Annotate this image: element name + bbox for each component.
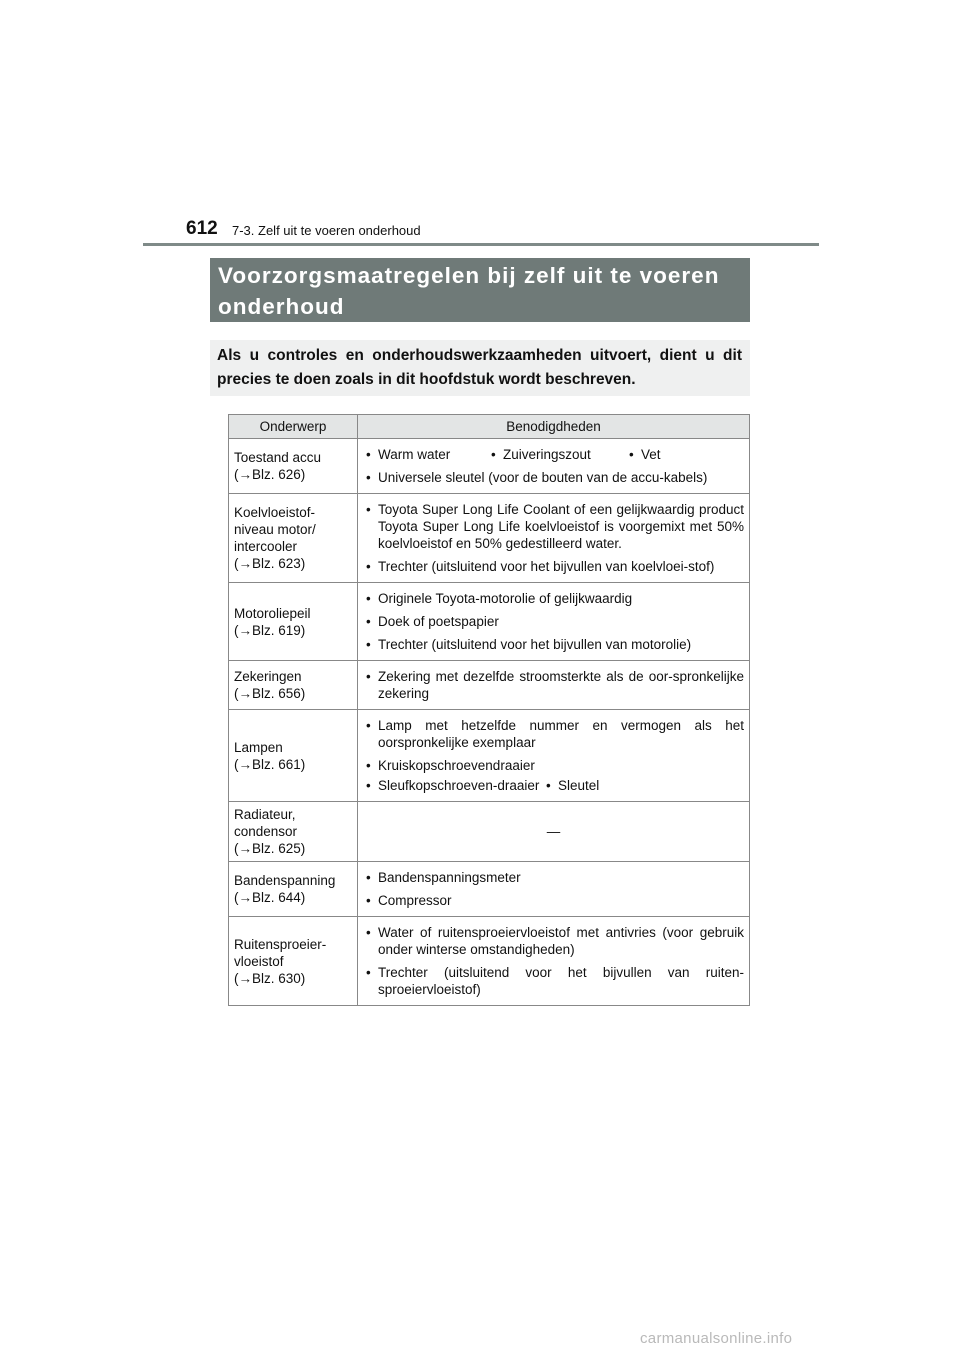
table-header-row [229,415,750,439]
requirements-cell [358,917,750,1006]
list-item: • Toyota Super Long Life Coolant of een gelijkwaardig product Toyota Super Long Life koelvloeistof is voorgemixt met 50% koelvloeistof en 50% gedestilleerd water. [363,501,744,552]
page-reference: (→Blz. 623) [234,556,306,571]
subject-line: intercooler [234,539,298,554]
requirements-cell [358,802,750,862]
requirements-cell [358,710,750,802]
table-row [229,583,750,661]
list-item: • Trechter (uitsluitend voor het bijvullen van motorolie) [363,636,744,653]
page-title: Voorzorgsmaatregelen bij zelf uit te voeren onderhoud [218,263,720,319]
table-row [229,710,750,802]
list-item: • Lamp met hetzelfde nummer en vermogen als het oorspronkelijke exemplaar [363,717,744,751]
subject-cell [229,862,358,917]
item-list [363,501,744,575]
subject-line: condensor [234,824,298,839]
requirements-cell [358,862,750,917]
subject-line: Toestand accu [234,450,322,465]
subject-line: Bandenspanning [234,873,336,888]
subject-line: Ruitensproeier- [234,936,327,952]
table-row [229,917,750,1006]
item-list [363,668,744,702]
list-item: • Water of ruitensproeiervloeistof met antivries (voor gebruik onder winterse omstandigheden) [363,924,744,958]
page-reference: (→Blz. 626) [234,467,306,482]
requirements-table [228,414,750,1006]
page-reference: (→Blz. 630) [234,970,306,986]
list-item: • Bandenspanningsmeter [363,869,744,886]
requirements-cell [358,583,750,661]
header-divider [143,243,819,246]
requirements-cell [358,439,750,494]
watermark: carmanualsonline.info [640,1330,793,1347]
header-subject: Onderwerp [229,415,358,439]
subject-line: Lampen [234,739,283,755]
list-item: • Doek of poetspapier [363,613,744,630]
subject-line: vloeistof [234,953,284,969]
subject-cell [229,439,358,494]
list-item: • Kruiskopschroevendraaier [363,757,744,774]
split-items [363,777,744,794]
list-item: • Sleutel [543,777,599,794]
subject-line: Motoroliepeil [234,605,311,621]
page-reference: (→Blz. 661) [234,756,306,772]
list-item: • Originele Toyota-motorolie of gelijkwaardig [363,590,744,607]
table-row [229,439,750,494]
page-reference: (→Blz. 625) [234,841,306,856]
list-item: • Zekering met dezelfde stroomsterkte als de oor-spronkelijke zekering [363,668,744,702]
list-item: • Zuiveringszout [488,446,626,463]
table-row [229,862,750,917]
subject-line: niveau motor/ [234,522,316,537]
subject-cell [229,494,358,583]
requirements-cell [358,494,750,583]
subject-cell [229,710,358,802]
item-list [363,869,744,909]
intro-text: Als u controles en onderhoudswerkzaamheden uitvoert, dient u dit precies te doen zoals in dit hoofdstuk wordt beschreven. [217,347,742,388]
page-reference: (→Blz. 656) [234,686,306,701]
table-row [229,494,750,583]
subject-line: Zekeringen [234,669,302,684]
table-row [229,802,750,862]
list-item: • Trechter (uitsluitend voor het bijvullen van ruiten-sproeiervloeistof) [363,964,744,998]
subject-line: Koelvloeistof- [234,505,316,520]
item-list [363,717,744,774]
list-item: • Trechter (uitsluitend voor het bijvullen van koelvloei-stof) [363,558,744,575]
item-list [363,469,744,486]
section-title: 7-3. Zelf uit te voeren onderhoud [232,223,421,238]
subject-cell [229,583,358,661]
subject-cell [229,917,358,1006]
table-row [229,661,750,710]
header-requirements: Benodigdheden [358,415,750,439]
page-number: 612 [186,218,218,239]
requirements-cell [358,661,750,710]
list-item: • Sleufkopschroeven-draaier [363,777,543,794]
subject-line: Radiateur, [234,807,296,822]
title-banner [210,258,750,322]
item-list [363,924,744,998]
page-reference: (→Blz. 644) [234,890,306,905]
list-item: • Vet [626,446,661,463]
list-item: • Compressor [363,892,744,909]
no-items-dash: — [546,824,561,839]
list-item: • Universele sleutel (voor de bouten van de accu-kabels) [363,469,744,486]
page-reference: (→Blz. 619) [234,622,306,638]
subject-cell [229,802,358,862]
inline-items [363,446,744,463]
item-list [363,590,744,653]
list-item: • Warm water [363,446,488,463]
subject-cell [229,661,358,710]
intro-box [210,340,750,396]
